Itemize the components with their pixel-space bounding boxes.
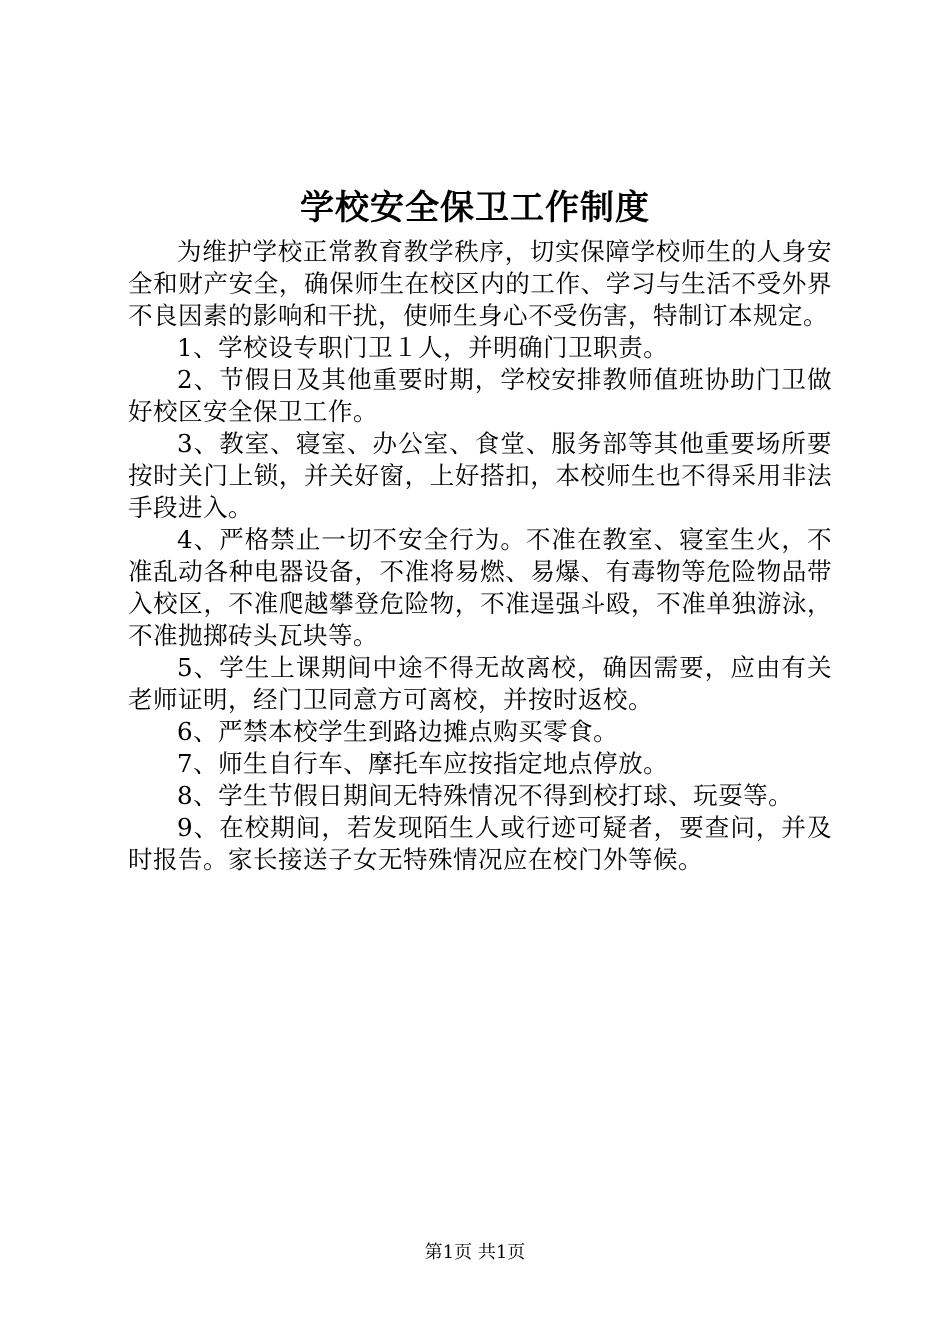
rule-paragraph-5: 5、学生上课期间中途不得无故离校，确因需要，应由有关老师证明，经门卫同意方可离校，并按时返校。 bbox=[128, 653, 832, 714]
rule-paragraph-2: 2、节假日及其他重要时期，学校安排教师值班协助门卫做好校区安全保卫工作。 bbox=[128, 365, 832, 426]
rule-paragraph-3: 3、教室、寝室、办公室、食堂、服务部等其他重要场所要按时关门上锁，并关好窗，上好搭扣，本校师生也不得采用非法手段进入。 bbox=[128, 429, 832, 522]
rule-paragraph-1: 1、学校设专职门卫１人，并明确门卫职责。 bbox=[177, 333, 669, 362]
rule-paragraph-4: 4、严格禁止一切不安全行为。不准在教室、寝室生火，不准乱动各种电器设备，不准将易燃、易爆、有毒物等危险物品带入校区，不准爬越攀登危险物，不准逞强斗殴，不准单独游泳，不准抛掷砖头瓦块等。 bbox=[128, 525, 832, 650]
page-number-footer: 第1页 共1页 bbox=[424, 1242, 526, 1263]
document-title: 学校安全保卫工作制度 bbox=[300, 188, 650, 228]
rule-paragraph-8: 8、学生节假日期间无特殊情况不得到校打球、玩耍等。 bbox=[177, 781, 794, 810]
intro-paragraph: 为维护学校正常教育教学秩序，切实保障学校师生的人身安全和财产安全，确保师生在校区内的工作、学习与生活不受外界不良因素的影响和干扰，使师生身心不受伤害，特制订本规定。 bbox=[128, 237, 832, 330]
rule-paragraph-9: 9、在校期间，若发现陌生人或行迹可疑者，要查问，并及时报告。家长接送子女无特殊情况应在校门外等候。 bbox=[128, 813, 832, 874]
rule-paragraph-6: 6、严禁本校学生到路边摊点购买零食。 bbox=[177, 717, 619, 746]
rule-paragraph-7: 7、师生自行车、摩托车应按指定地点停放。 bbox=[177, 749, 669, 778]
document-body bbox=[128, 236, 832, 876]
